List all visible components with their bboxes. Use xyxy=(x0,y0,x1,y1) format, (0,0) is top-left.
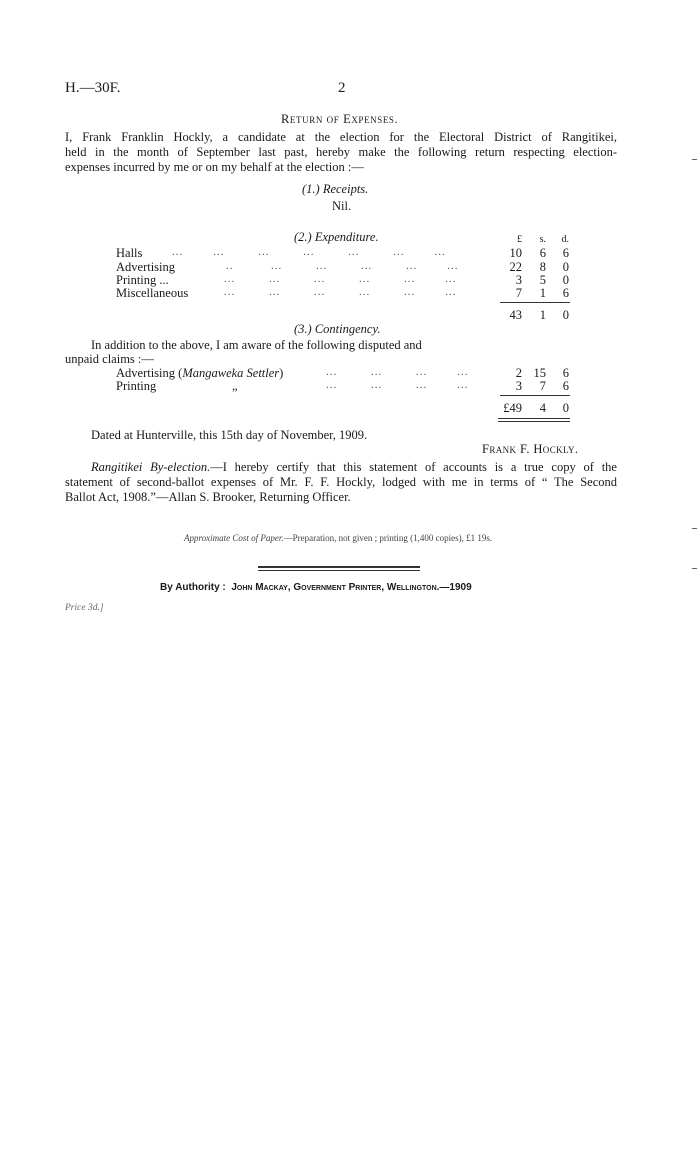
pence-value: 6 xyxy=(562,366,569,380)
grand-total-shillings: 4 xyxy=(539,401,546,415)
contingency-intro-line: In addition to the above, I am aware of the following disputed and xyxy=(91,338,422,352)
pounds-value: 3 xyxy=(515,379,522,393)
expenditure-row xyxy=(0,246,700,260)
expenditure-heading: (2.) Expenditure. xyxy=(294,230,379,244)
leader-dots: ... ... ... ... ... ... ... xyxy=(172,246,446,258)
grand-total-double-rule xyxy=(498,418,570,419)
page-number: 2 xyxy=(338,80,346,96)
certificate-paragraph xyxy=(65,460,617,505)
leader-dots: ... ... ... ... xyxy=(326,366,469,378)
shillings-value: 1 xyxy=(539,286,546,300)
pounds-value: 2 xyxy=(515,366,522,380)
intro-line: expenses incurred by me or on my behalf at the election :— xyxy=(65,160,364,174)
total-pence: 0 xyxy=(562,308,569,322)
expense-label: Halls xyxy=(116,246,143,260)
pence-value: 0 xyxy=(562,273,569,287)
grand-total-row xyxy=(0,401,700,415)
ditto-mark: „ xyxy=(232,379,238,393)
intro-paragraph xyxy=(65,130,617,175)
cost-note: Approximate Cost of Paper.—Preparation, not given ; printing (1,400 copies), £1 19s. xyxy=(184,533,493,543)
pounds-value: 22 xyxy=(509,260,522,274)
expenditure-row xyxy=(0,273,700,287)
contingency-heading: (3.) Contingency. xyxy=(294,322,381,336)
leader-dots: ... ... ... ... ... ... xyxy=(224,286,457,298)
total-pounds: 43 xyxy=(509,308,522,322)
shillings-value: 15 xyxy=(533,366,546,380)
imprint-rule xyxy=(258,566,420,568)
document-title: Return of Expenses. xyxy=(281,112,399,126)
certificate-line: Rangitikei By-election.—I hereby certify that this statement of accounts is a true copy of the xyxy=(91,460,617,474)
expenditure-row xyxy=(0,286,700,300)
receipts-heading: (1.) Receipts. xyxy=(302,182,369,196)
pence-value: 6 xyxy=(562,246,569,260)
expense-label: Miscellaneous xyxy=(116,286,189,300)
shillings-value: 6 xyxy=(539,246,546,260)
pounds-value: 10 xyxy=(509,246,522,260)
intro-line: I, Frank Franklin Hockly, a candidate at the election for the Electoral District of Rangitikei, xyxy=(65,130,617,144)
grand-total-pounds: £49 xyxy=(503,401,522,415)
leader-dots: ... ... ... ... ... ... xyxy=(224,273,457,285)
pounds-value: 3 xyxy=(515,273,522,287)
contingency-label: Advertising (Mangaweka Settler) xyxy=(116,366,284,380)
price-note: Price 3d.] xyxy=(65,603,104,613)
pounds-value: 7 xyxy=(515,286,522,300)
shillings-header: s. xyxy=(539,234,546,245)
expense-label: Printing ... xyxy=(116,273,169,287)
scan-mark xyxy=(692,568,697,569)
leader-dots: .. ... ... ... ... ... xyxy=(226,260,459,272)
total-shillings: 1 xyxy=(539,308,546,322)
signature: Frank F. Hockly. xyxy=(482,442,579,456)
pence-value: 6 xyxy=(562,286,569,300)
shillings-value: 5 xyxy=(539,273,546,287)
scan-mark xyxy=(692,528,697,529)
certificate-line: Ballot Act, 1908.”—Allan S. Brooker, Returning Officer. xyxy=(65,490,351,504)
scan-mark xyxy=(692,159,697,160)
expense-label: Advertising xyxy=(116,260,176,274)
pence-header: d. xyxy=(561,234,569,245)
certificate-line: statement of second-ballot expenses of Mr. F. F. Hockly, lodged with me in terms of “ The Second xyxy=(65,475,617,489)
dated-line: Dated at Hunterville, this 15th day of November, 1909. xyxy=(91,428,368,442)
leader-dots: ... ... ... ... xyxy=(326,379,469,391)
intro-line: held in the month of September last past, hereby make the following return respecting election- xyxy=(65,145,617,159)
imprint-rule xyxy=(258,570,420,571)
pence-value: 0 xyxy=(562,260,569,274)
contingency-intro-line: unpaid claims :— xyxy=(65,352,154,366)
pence-value: 6 xyxy=(562,379,569,393)
contingency-label: Printing xyxy=(116,379,157,393)
grand-total-double-rule xyxy=(498,421,570,422)
expenditure-row xyxy=(0,260,700,274)
shillings-value: 8 xyxy=(539,260,546,274)
grand-total-top-rule xyxy=(500,395,570,396)
document-reference: H.—30F. xyxy=(65,80,121,96)
grand-total-pence: 0 xyxy=(562,401,569,415)
imprint-line: By Authority : John Mackay, Government Printer, Wellington.—1909 xyxy=(160,582,472,593)
contingency-row xyxy=(0,366,700,380)
pounds-header: £ xyxy=(517,234,522,245)
expenditure-total-row xyxy=(0,308,700,322)
receipts-value: Nil. xyxy=(332,199,352,213)
contingency-row xyxy=(0,379,700,393)
shillings-value: 7 xyxy=(539,379,546,393)
subtotal-rule xyxy=(500,302,570,303)
